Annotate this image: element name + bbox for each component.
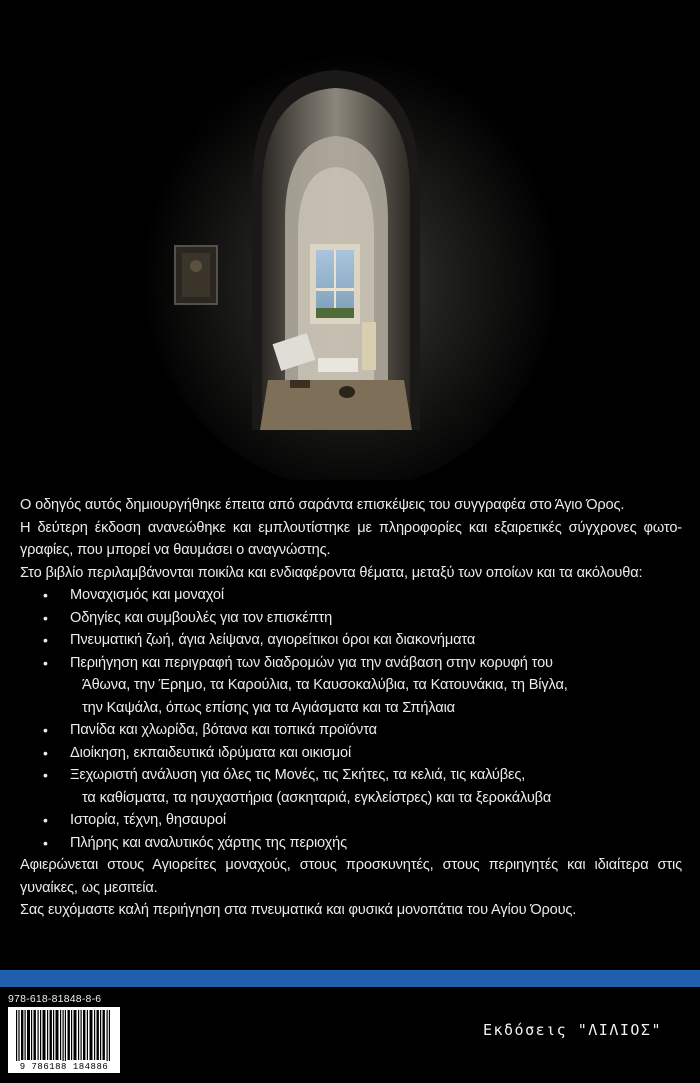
- bullet-icon: •: [43, 812, 48, 828]
- closing-paragraph-2: Σας ευχόμαστε καλή περιήγηση στα πνευματικά και φυσικά μονοπάτια του Αγίου Όρους.: [20, 902, 577, 918]
- list-item: [20, 584, 682, 607]
- bullet-icon: •: [43, 834, 48, 851]
- topic-line: Ξεχωριστή ανάλυση για όλες τις Μονές, τις Σκήτες, τα κελιά, τις καλύβες,: [70, 767, 526, 783]
- topic-line: Περιήγηση και περιγραφή των διαδρομών για την ανάβαση στην κορυφή του: [70, 654, 553, 671]
- topic-line: Πανίδα και χλωρίδα, βότανα και τοπικά προϊόντα: [70, 722, 377, 738]
- topic-line: Πνευματική ζωή, άγια λείψανα, αγιορείτικοι όροι και διακονήματα: [70, 632, 476, 648]
- back-cover-text: [20, 494, 682, 922]
- intro-paragraph-2: Η δεύτερη έκδοση ανανεώθηκε και εμπλουτίστηκε με πληροφορίες και εξαιρετικές σύγχρονες φωτο-γραφίες, που μπορεί να θαυμάσει ο αναγνώστης.: [20, 519, 682, 558]
- list-item: [20, 607, 682, 630]
- blue-band: [0, 970, 700, 987]
- barcode-digits: 9 786188 184886: [8, 1061, 120, 1073]
- bullet-icon: •: [43, 654, 48, 671]
- closing-paragraph-1: Αφιερώνεται στους Αγιορείτες μοναχούς, στους προσκυνητές, στους περιηγητές και ιδιαίτερα στις γυναίκες, ως μεσιτεία.: [20, 857, 682, 896]
- topic-line: Μοναχισμός και μοναχοί: [70, 587, 224, 603]
- topic-line: Ιστορία, τέχνη, θησαυροί: [70, 812, 226, 828]
- topic-line: Οδηγίες και συμβουλές για τον επισκέπτη: [70, 609, 333, 626]
- topic-line: τα καθίσματα, τα ησυχαστήρια (ασκηταριά, εγκλείστρες) και τα ξεροκάλυβα: [82, 789, 552, 806]
- intro-paragraph-3: Στο βιβλίο περιλαμβάνονται ποικίλα και ενδιαφέροντα θέματα, μεταξύ των οποίων και τα ακόλουθα:: [20, 564, 643, 581]
- list-item: [20, 652, 682, 720]
- list-item: [20, 832, 682, 855]
- topic-line: την Καψάλα, όπως επίσης για τα Αγιάσματα και τα Σπήλαια: [82, 699, 455, 716]
- bullet-icon: •: [43, 587, 48, 603]
- list-item: [20, 764, 682, 809]
- cover-photo-monastery-window: [0, 0, 700, 480]
- topic-line: Άθωνα, την Έρημο, τα Καρούλια, τα Καυσοκαλύβια, τα Κατουνάκια, τη Βίγλα,: [82, 677, 568, 693]
- topic-line: Διοίκηση, εκπαιδευτικά ιδρύματα και οικισμοί: [70, 744, 352, 761]
- bullet-icon: •: [43, 767, 48, 783]
- topic-line: Πλήρης και αναλυτικός χάρτης της περιοχής: [70, 834, 347, 851]
- list-item: [20, 742, 682, 765]
- bullet-icon: •: [43, 722, 48, 738]
- list-item: [20, 809, 682, 832]
- bullet-icon: •: [43, 609, 48, 626]
- list-item: [20, 629, 682, 652]
- isbn-number: 978-618-81848-8-6: [8, 993, 102, 1005]
- intro-paragraph-1: Ο οδηγός αυτός δημιουργήθηκε έπειτα από σαράντα επισκέψεις του συγγραφέα στο Άγιο Όρος.: [20, 497, 625, 513]
- list-item: [20, 719, 682, 742]
- bullet-icon: •: [43, 744, 48, 761]
- topics-list: [20, 584, 682, 854]
- publisher-name: Εκδόσεις "ΛΙΛΙΟΣ": [482, 1021, 662, 1039]
- bullet-icon: •: [43, 632, 48, 648]
